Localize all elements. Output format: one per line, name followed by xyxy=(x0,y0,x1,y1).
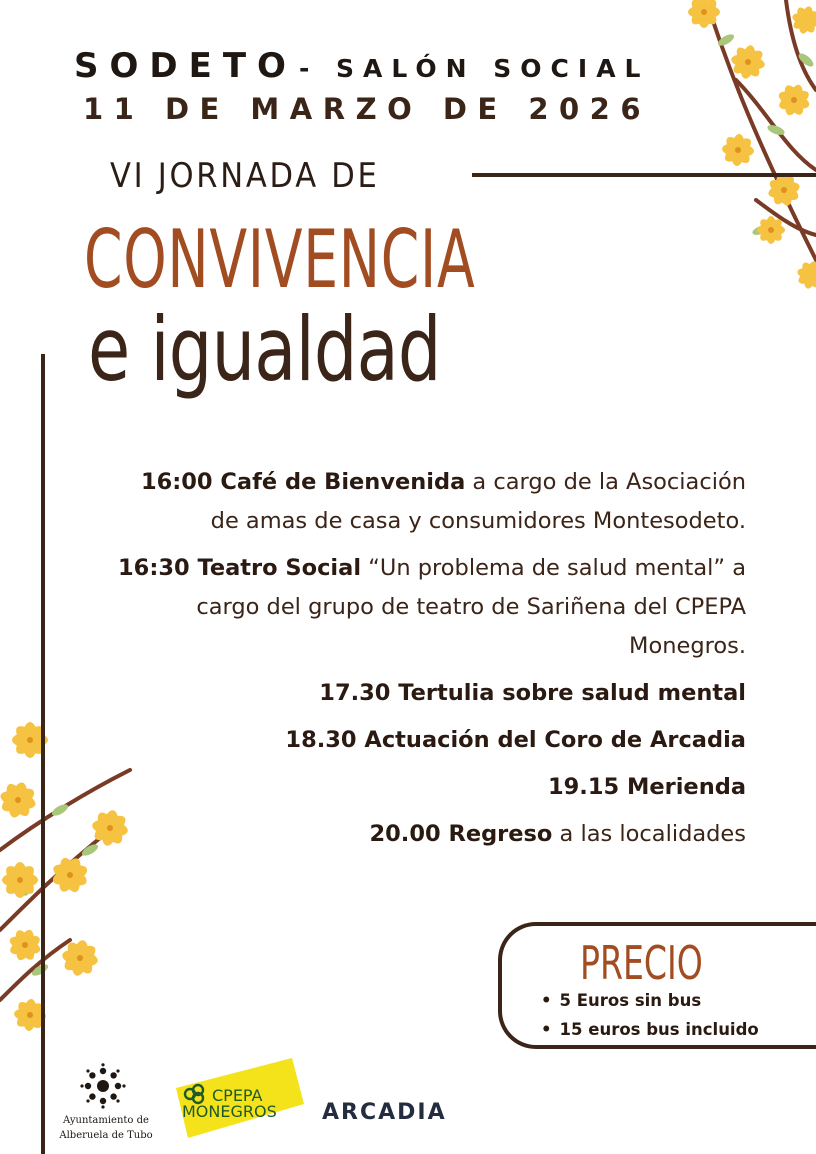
schedule-item: 16:00 Café de Bienvenida a cargo de la Asociación de amas de casa y consumidores Montesodeto. xyxy=(140,469,746,534)
schedule-item: 18.30 Actuación del Coro de Arcadia xyxy=(285,727,746,753)
price-title: PRECIO xyxy=(580,936,703,990)
ayuntamiento-name: Ayuntamiento de Alberuela de Tubo xyxy=(59,1115,153,1141)
title-line-2: CONVIVENCIA xyxy=(84,213,476,306)
event-schedule xyxy=(106,463,746,862)
event-date: 11 DE MARZO DE 2026 xyxy=(83,92,652,126)
monegros-label: MONEGROS xyxy=(182,1102,277,1121)
ayuntamiento-logo-icon xyxy=(80,1063,126,1109)
schedule-item: 19.15 Merienda xyxy=(547,774,746,800)
schedule-item: 17.30 Tertulia sobre salud mental xyxy=(319,680,746,706)
schedule-item: 16:30 Teatro Social “Un problema de salud mental” a cargo del grupo de teatro de Sariñena del CPEPA Monegros. xyxy=(118,555,746,659)
price-list xyxy=(541,986,759,1044)
vertical-divider xyxy=(41,354,45,1154)
title-divider xyxy=(472,173,816,177)
schedule-item: 20.00 Regreso a las localidades xyxy=(369,821,746,847)
price-item: • 5 Euros sin bus xyxy=(541,986,759,1015)
forsythia-flowers-top-right xyxy=(666,0,816,310)
event-location-heading xyxy=(74,46,649,86)
arcadia-logo: ARCADIA xyxy=(322,1100,447,1125)
title-line-1: VI JORNADA DE xyxy=(110,156,380,196)
venue-name: - SALÓN SOCIAL xyxy=(298,54,650,83)
price-item: • 15 euros bus incluido xyxy=(541,1015,759,1044)
cpepa-label: CPEPA xyxy=(212,1086,263,1105)
place-name: SODETO xyxy=(74,46,297,86)
title-line-3: e igualdad xyxy=(88,298,441,401)
